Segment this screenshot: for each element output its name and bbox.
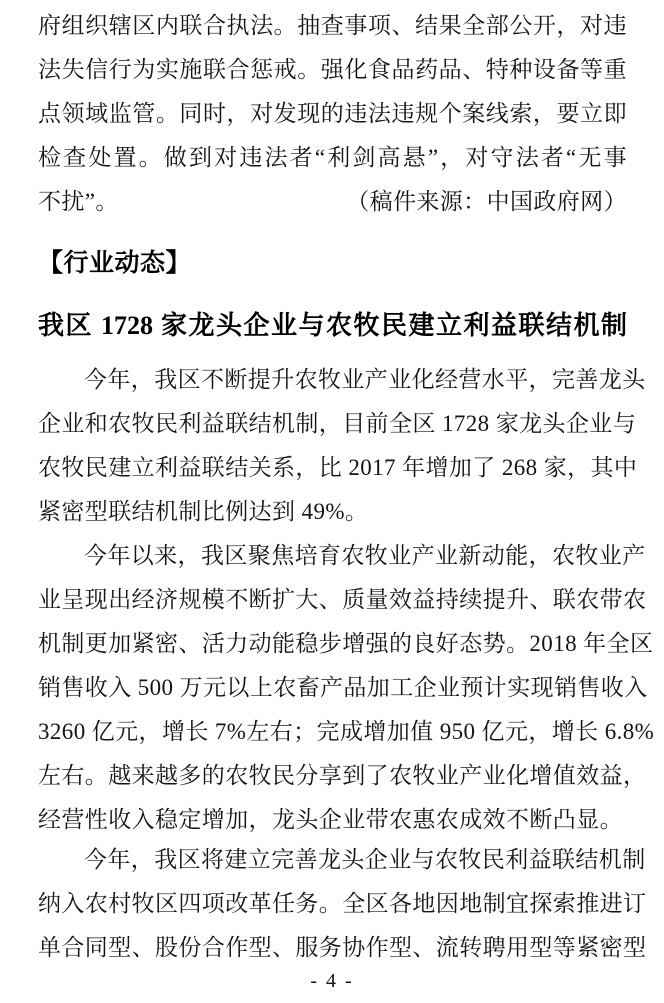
section-heading: 【行业动态】 <box>38 249 192 277</box>
page-number: - 4 - <box>310 970 354 992</box>
body-text-line: 今年，我区将建立完善龙头企业与农牧民利益联结机制 <box>84 847 646 872</box>
body-text-line: 点领域监管。同时，对发现的违法违规个案线索，要立即 <box>38 101 627 126</box>
article-title: 我区 1728 家龙头企业与农牧民建立利益联结机制 <box>38 311 627 340</box>
body-text-line: 检查处置。做到对违法者“利剑高悬”，对守法者“无事 <box>38 145 627 170</box>
continuation-paragraph <box>38 4 627 224</box>
body-text-line: 不扰”。 <box>38 189 119 214</box>
body-text-line: 农牧民建立利益联结关系，比 2017 年增加了 268 家，其中 <box>38 455 638 480</box>
body-text-line: 纳入农村牧区四项改革任务。全区各地因地制宜探索推进订 <box>38 891 647 916</box>
body-text-line: 业呈现出经济规模不断扩大、质量效益持续提升、联农带农 <box>38 587 647 612</box>
body-text-line: 经营性收入稳定增加，龙头企业带农惠农成效不断凸显。 <box>38 807 623 832</box>
body-text-line: 今年，我区不断提升农牧业产业化经营水平，完善龙头 <box>84 367 646 392</box>
body-text-line: 单合同型、股份合作型、服务协作型、流转聘用型等紧密型 <box>38 935 647 960</box>
article-paragraph <box>38 358 646 534</box>
body-text-line: 府组织辖区内联合执法。抽查事项、结果全部公开，对违 <box>38 13 627 38</box>
body-text-line: 紧密型联结机制比例达到 49%。 <box>38 499 369 524</box>
body-text-line: 销售收入 500 万元以上农畜产品加工企业预计实现销售收入 <box>38 675 648 700</box>
article-paragraph <box>38 838 647 970</box>
body-text-line: 企业和农牧民利益联结机制，目前全区 1728 家龙头企业与 <box>38 411 637 436</box>
body-text-line: 法失信行为实施联合惩戒。强化食品药品、特种设备等重 <box>38 57 627 82</box>
body-text-line: 3260 亿元，增长 7%左右；完成增加值 950 亿元，增长 6.8% <box>38 719 655 744</box>
source-attribution: （稿件来源：中国政府网） <box>346 189 627 214</box>
paragraph-end-row <box>38 180 627 224</box>
article-paragraph <box>38 534 655 842</box>
body-text-line: 今年以来，我区聚焦培育农牧业产业新动能，农牧业产 <box>84 543 646 568</box>
body-text-line: 左右。越来越多的农牧民分享到了农牧业产业化增值效益， <box>38 763 647 788</box>
body-text-line: 机制更加紧密、活力动能稳步增强的良好态势。2018 年全区 <box>38 631 654 656</box>
